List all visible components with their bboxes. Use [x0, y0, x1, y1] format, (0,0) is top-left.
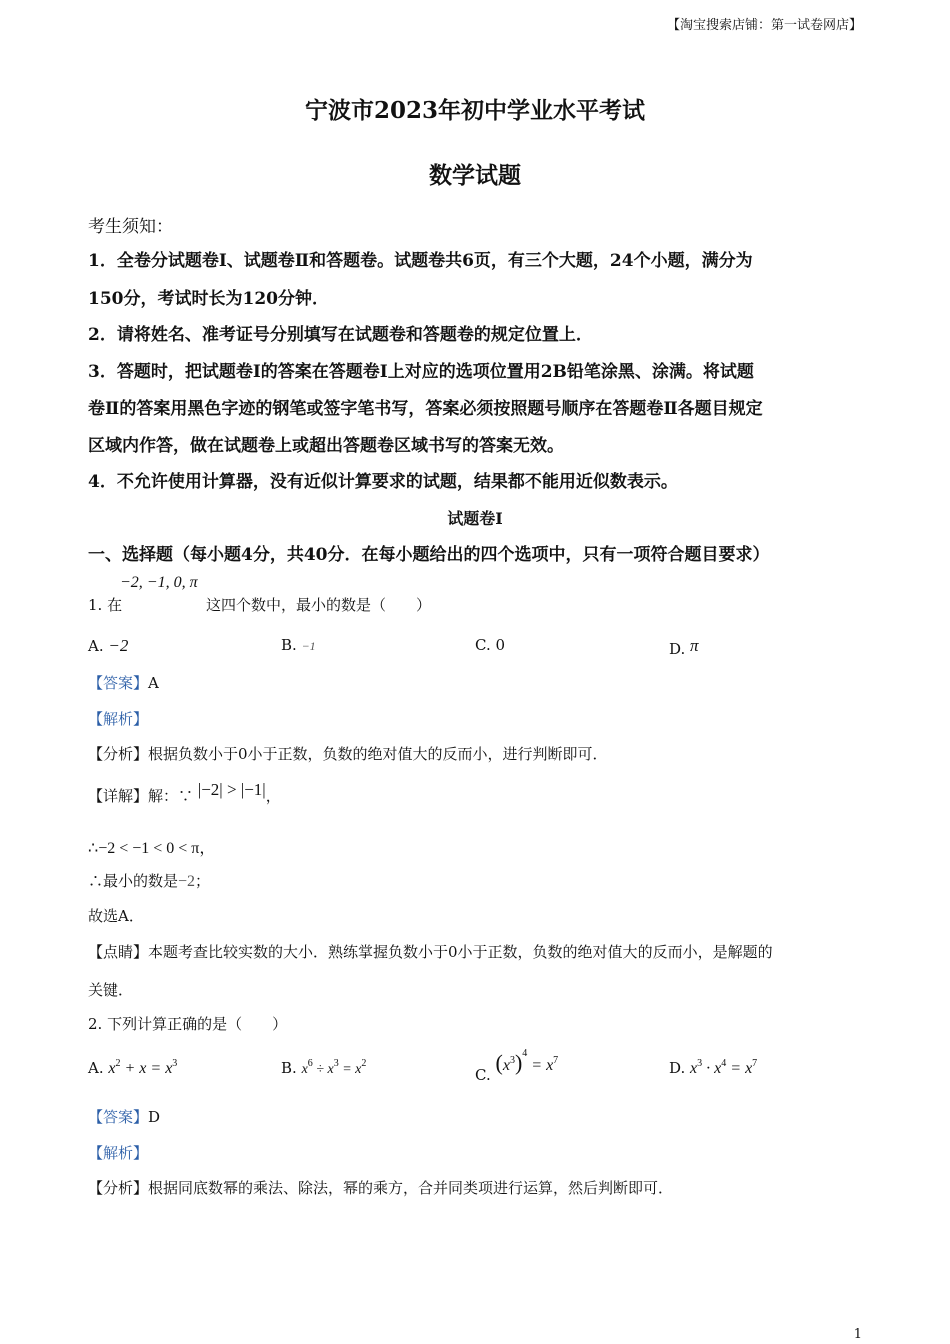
option-formula: $x^6 \div x^3 = x^2$	[301, 1058, 367, 1077]
q1-answer	[88, 672, 159, 693]
option-value: π	[690, 636, 699, 655]
part-heading: 一、选择题（每小题4分，共40分．在每小题给出的四个选项中，只有一项符合题目要求）	[88, 545, 770, 565]
q2-stem: 2. 下列计算正确的是（ ）	[88, 1015, 288, 1033]
q1-comment-cont: 关键．	[88, 981, 134, 999]
fenxi-text: 根据负数小于0小于正数，负数的绝对值大的反而小，进行判断即可．	[148, 745, 608, 763]
option-label: D.	[669, 640, 686, 658]
fenxi-tag: 【分析】	[88, 745, 149, 763]
q2-option-b	[281, 1058, 366, 1078]
step3-suffix: ；	[195, 872, 211, 890]
option-label: A.	[88, 637, 104, 655]
answer-tag: 【答案】	[88, 1108, 149, 1126]
therefore-symbol: ∴	[88, 838, 99, 857]
notice-item-3-cont2: 区域内作答，做在试题卷上或超出答题卷区域书写的答案无效。	[88, 436, 564, 456]
notice-item-1: 1．全卷分试题卷Ⅰ、试题卷Ⅱ和答题卷。试题卷共6页，有三个大题，24个小题，满分为	[88, 251, 753, 271]
answer-value: D	[148, 1108, 161, 1126]
notice-item-1-cont: 150分，考试时长为120分钟．	[88, 289, 329, 309]
q1-stem-suffix: 这四个数中，最小的数是（ ）	[206, 596, 432, 614]
answer-value: A	[148, 674, 159, 692]
q1-fenxi	[88, 743, 608, 764]
option-value: −2	[108, 636, 129, 655]
detail-suffix: ，	[265, 787, 281, 805]
comment-text: 本题考查比较实数的大小．熟练掌握负数小于0小于正数，负数的绝对值大的反而小，是解题的	[148, 943, 773, 961]
notice-item-3: 3．答题时，把试题卷Ⅰ的答案在答题卷Ⅰ上对应的选项位置用2B铅笔涂黑、涂满。将试题	[88, 362, 754, 382]
step2-math: −2 < −1 < 0 < π	[98, 840, 200, 857]
option-label: D.	[669, 1059, 686, 1077]
exam-subtitle: 数学试题	[429, 162, 521, 189]
q1-analysis-tag: 【解析】	[88, 710, 149, 728]
q2-analysis-tag: 【解析】	[88, 1144, 149, 1162]
fenxi-text: 根据同底数幂的乘法、除法，幂的乘方，合并同类项进行运算，然后判断即可．	[148, 1179, 674, 1197]
option-label: C.	[475, 1066, 491, 1084]
q1-stem-prefix: 1. 在	[88, 596, 123, 614]
page-number: 1	[853, 1327, 862, 1342]
q1-step-2	[88, 835, 215, 858]
answer-tag: 【答案】	[88, 674, 149, 692]
q2-option-d	[669, 1058, 757, 1078]
q1-comment	[88, 941, 773, 962]
q1-step-4: 故选A．	[88, 907, 144, 925]
option-value: 0	[495, 636, 506, 654]
q1-option-b	[281, 636, 316, 654]
step3-math: −2	[178, 873, 196, 890]
exam-title: 宁波市2023年初中学业水平考试	[304, 97, 645, 124]
notice-item-3-cont: 卷Ⅱ的答案用黑色字迹的钢笔或签字笔书写，答案必须按照题号顺序在答题卷Ⅱ各题目规定	[88, 399, 763, 419]
q1-detail	[88, 780, 281, 806]
option-label: A.	[88, 1059, 104, 1077]
option-formula: $x^3 \cdot x^4 = x^7$	[690, 1058, 758, 1077]
q2-answer	[88, 1106, 160, 1127]
option-label: B.	[281, 636, 297, 654]
step2-suffix: ，	[199, 838, 216, 857]
q2-fenxi	[88, 1177, 673, 1198]
q2-option-c	[475, 1048, 558, 1084]
detail-tag: 【详解】	[88, 787, 149, 805]
step3-text: ∴最小的数是	[88, 872, 179, 890]
q1-number-list: −2, −1, 0, π	[120, 574, 198, 591]
option-formula: $(x^3)^4 = x^7$	[495, 1048, 559, 1075]
option-formula: $x^2 + x = x^3$	[108, 1058, 178, 1077]
notice-heading: 考生须知：	[88, 217, 173, 237]
q1-step-3	[88, 870, 210, 891]
q2-option-a	[88, 1058, 177, 1078]
comment-tag: 【点睛】	[88, 943, 149, 961]
detail-math: |−2| > |−1|	[197, 780, 266, 799]
q1-option-a	[88, 636, 128, 656]
q1-option-d	[669, 636, 699, 658]
q1-option-c	[475, 636, 505, 654]
detail-prefix: 解：∵	[148, 787, 194, 805]
option-label: B.	[281, 1059, 297, 1077]
fenxi-tag: 【分析】	[88, 1179, 149, 1197]
notice-item-2: 2．请将姓名、准考证号分别填写在试题卷和答题卷的规定位置上．	[88, 325, 593, 345]
option-label: C.	[475, 636, 491, 654]
section-title: 试题卷Ⅰ	[447, 509, 503, 528]
header-note: 【淘宝搜索店铺：第一试卷网店】	[666, 18, 862, 33]
notice-item-4: 4．不允许使用计算器，没有近似计算要求的试题，结果都不能用近似数表示。	[88, 472, 678, 492]
option-value: −1	[301, 639, 316, 653]
